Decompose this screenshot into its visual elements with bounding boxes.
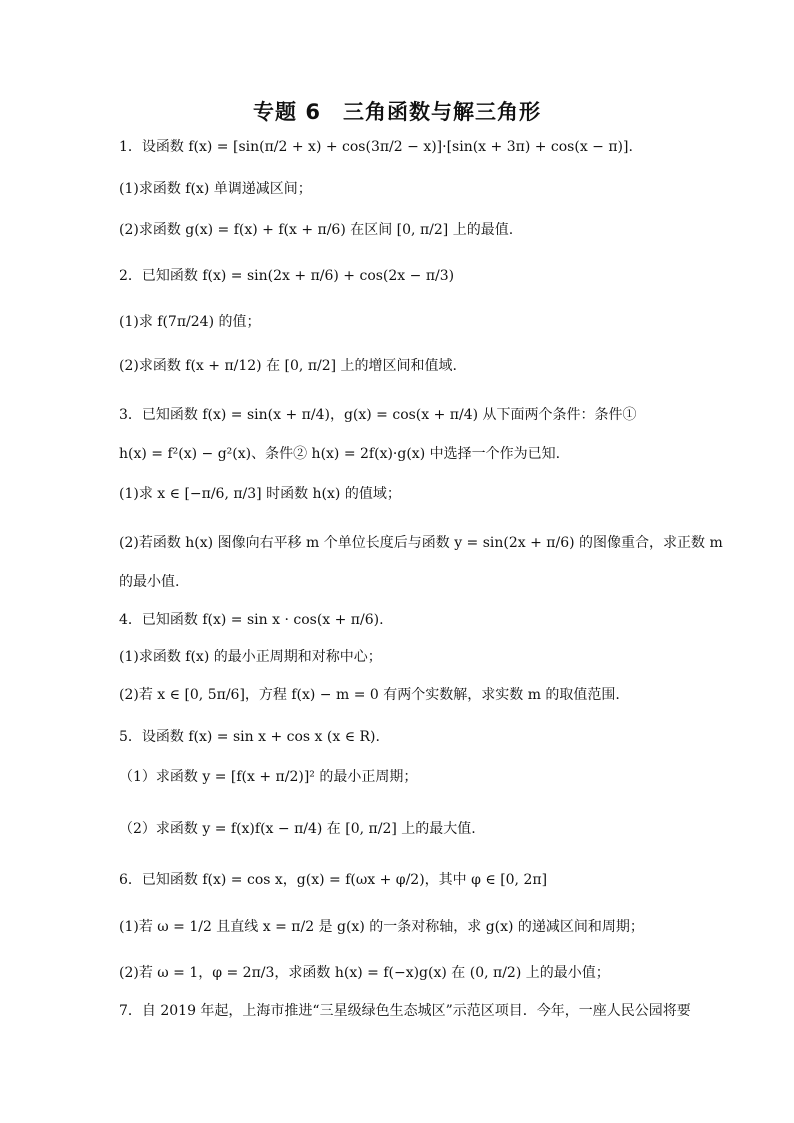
problem-2-part-1: (1)求 f(7π/24) 的值； xyxy=(119,314,261,330)
problem-1-part-2: (2)求函数 g(x) = f(x) + f(x + π/6) 在区间 [0, π/2] 上的最值. xyxy=(119,222,514,238)
problem-4-part-2: (2)若 x ∈ [0, 5π/6]，方程 f(x) − m = 0 有两个实数解，求实数 m 的取值范围. xyxy=(119,687,620,703)
problem-5-statement: 5．设函数 f(x) = sin x + cos x (x ∈ R). xyxy=(119,729,380,745)
problem-3-statement-cont: h(x) = f²(x) − g²(x)、条件② h(x) = 2f(x)·g(x) 中选择一个作为已知. xyxy=(119,446,561,462)
problem-6-part-1: (1)若 ω = 1/2 且直线 x = π/2 是 g(x) 的一条对称轴，求 g(x) 的递减区间和周期； xyxy=(119,919,644,935)
page-title: 专题 6 三角函数与解三角形 xyxy=(253,100,541,124)
problem-1-statement: 1．设函数 f(x) = [sin(π/2 + x) + cos(3π/2 − x)]·[sin(x + 3π) + cos(x − π)]. xyxy=(119,139,633,155)
problem-3-statement: 3．已知函数 f(x) = sin(x + π/4)，g(x) = cos(x + π/4) 从下面两个条件：条件① xyxy=(119,407,637,423)
problem-3-part-2-cont: 的最小值. xyxy=(119,574,180,590)
problem-2-part-2: (2)求函数 f(x + π/12) 在 [0, π/2] 上的增区间和值域. xyxy=(119,358,458,374)
problem-3-part-2: (2)若函数 h(x) 图像向右平移 m 个单位长度后与函数 y = sin(2x + π/6) 的图像重合，求正数 m xyxy=(119,535,723,551)
problem-6-part-2: (2)若 ω = 1，φ = 2π/3，求函数 h(x) = f(−x)g(x) 在 (0, π/2) 上的最小值； xyxy=(119,965,610,981)
problem-6-statement: 6．已知函数 f(x) = cos x，g(x) = f(ωx + φ/2)，其中 φ ∈ [0, 2π] xyxy=(119,872,548,888)
problem-5-part-1: （1）求函数 y = [f(x + π/2)]² 的最小正周期； xyxy=(119,769,418,785)
problem-1-part-1: (1)求函数 f(x) 单调递减区间； xyxy=(119,181,312,197)
problem-2-statement: 2．已知函数 f(x) = sin(2x + π/6) + cos(2x − π/3) xyxy=(119,268,455,284)
problem-4-statement: 4．已知函数 f(x) = sin x · cos(x + π/6). xyxy=(119,612,384,628)
problem-5-part-2: （2）求函数 y = f(x)f(x − π/4) 在 [0, π/2] 上的最大值. xyxy=(119,821,476,837)
problem-7-statement: 7．自 2019 年起，上海市推进“三星级绿色生态城区”示范区项目．今年，一座人民公园将要 xyxy=(119,1003,691,1019)
problem-4-part-1: (1)求函数 f(x) 的最小正周期和对称中心； xyxy=(119,649,382,665)
problem-3-part-1: (1)求 x ∈ [−π/6, π/3] 时函数 h(x) 的值域； xyxy=(119,486,401,502)
